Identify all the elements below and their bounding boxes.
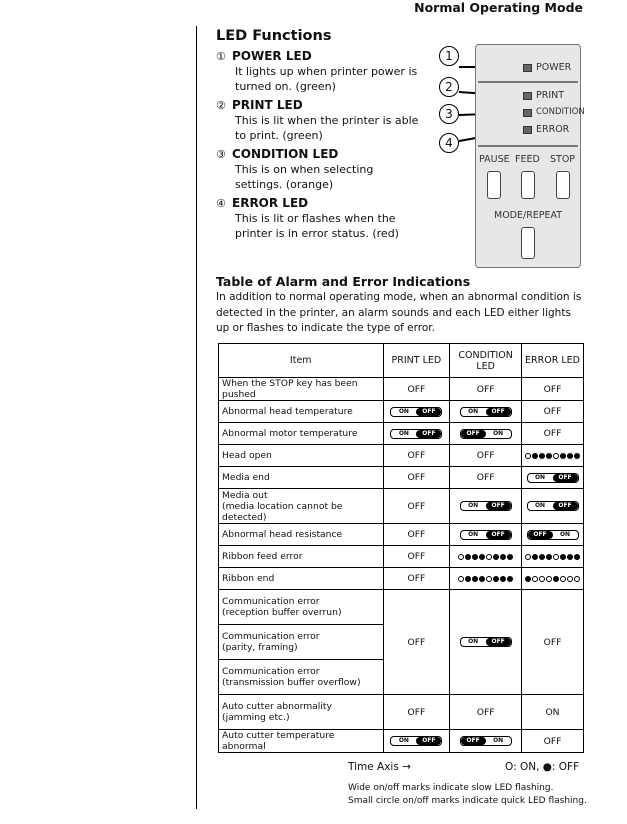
col-item: Item xyxy=(219,344,384,378)
error-cell: OFF xyxy=(522,378,584,401)
slow-flash-mark: ON OFF xyxy=(460,637,512,647)
col-print: PRINT LED xyxy=(383,344,450,378)
table-row xyxy=(219,401,584,423)
print-cell: OFF xyxy=(383,568,450,590)
error-cell: OFF xyxy=(522,590,584,695)
table-row xyxy=(219,695,584,730)
error-cell: OFF xyxy=(522,401,584,423)
error-cell: OFF xyxy=(522,423,584,445)
led-item-print: ② PRINT LED This is lit when the printer is able to print. (green) xyxy=(216,98,419,142)
slow-flash-mark: OFF ON xyxy=(527,530,579,540)
print-cell xyxy=(383,401,450,423)
row-label: Auto cutter abnormality (jamming etc.) xyxy=(219,695,384,730)
table-row xyxy=(219,546,584,568)
row-label: Abnormal head resistance xyxy=(219,524,384,546)
print-cell: OFF xyxy=(383,546,450,568)
stop-label: STOP xyxy=(550,154,576,165)
row-label: Abnormal motor temperature xyxy=(219,423,384,445)
condition-cell xyxy=(450,401,522,423)
print-cell: OFF xyxy=(383,489,450,524)
condition-cell: OFF xyxy=(450,695,522,730)
condition-led-indicator xyxy=(523,109,532,117)
row-label: Ribbon end xyxy=(219,568,384,590)
error-cell xyxy=(522,467,584,489)
callout-2: 2 xyxy=(439,77,459,97)
print-cell xyxy=(383,423,450,445)
error-led-indicator xyxy=(523,126,532,134)
callout-4: 4 xyxy=(439,133,459,153)
row-label: Communication error (parity, framing) xyxy=(219,625,384,660)
table-row xyxy=(219,590,584,625)
slow-flash-mark: ON OFF xyxy=(527,473,579,483)
table-title: Table of Alarm and Error Indications xyxy=(216,274,471,289)
mode-repeat-label: MODE/REPEAT xyxy=(494,210,563,221)
error-cell xyxy=(522,445,584,467)
error-cell xyxy=(522,546,584,568)
condition-cell xyxy=(450,568,522,590)
condition-cell: OFF xyxy=(450,378,522,401)
print-cell: OFF xyxy=(383,467,450,489)
row-label: Communication error (transmission buffer overflow) xyxy=(219,660,384,695)
print-led-indicator xyxy=(523,92,532,100)
condition-cell xyxy=(450,423,522,445)
row-label: When the STOP key has been pushed xyxy=(219,378,384,401)
mode-repeat-key[interactable] xyxy=(521,227,535,259)
print-cell: OFF xyxy=(383,378,450,401)
pause-label: PAUSE xyxy=(479,154,510,165)
error-label: ERROR xyxy=(536,124,570,135)
power-label: POWER xyxy=(536,62,572,73)
slow-flash-mark: ON OFF xyxy=(390,736,442,746)
table-row xyxy=(219,445,584,467)
slow-flash-mark: ON OFF xyxy=(460,530,512,540)
condition-cell xyxy=(450,489,522,524)
slow-flash-mark: ON OFF xyxy=(390,407,442,417)
led-item-power: ① POWER LED It lights up when printer power is turned on. (green) xyxy=(216,49,418,93)
alarm-table xyxy=(218,343,584,753)
condition-cell xyxy=(450,524,522,546)
time-axis-label: Time Axis → xyxy=(348,761,411,773)
section-title: LED Functions xyxy=(216,28,332,44)
condition-cell xyxy=(450,590,522,695)
pause-key[interactable] xyxy=(487,171,501,199)
row-label: Ribbon feed error xyxy=(219,546,384,568)
quick-flash-mark xyxy=(458,554,513,560)
error-cell xyxy=(522,524,584,546)
slow-flash-mark: ON OFF xyxy=(460,407,512,417)
row-label: Auto cutter temperature abnormal xyxy=(219,730,384,753)
slow-flash-mark: OFF ON xyxy=(460,429,512,439)
control-panel xyxy=(475,44,585,268)
led-item-error: ④ ERROR LED This is lit or flashes when the printer is in error status. (red) xyxy=(216,196,399,240)
table-row xyxy=(219,568,584,590)
table-row xyxy=(219,378,584,401)
led-item-condition: ③ CONDITION LED This is on when selecting settings. (orange) xyxy=(216,147,374,191)
print-cell: OFF xyxy=(383,524,450,546)
row-label: Abnormal head temperature xyxy=(219,401,384,423)
table-header-row xyxy=(219,344,584,378)
quick-flash-mark xyxy=(525,554,580,560)
slow-flash-mark: ON OFF xyxy=(390,429,442,439)
table-row xyxy=(219,423,584,445)
footnote: Wide on/off marks indicate slow LED flashing. Small circle on/off marks indicate quick LED flashing. xyxy=(348,783,587,806)
table-row xyxy=(219,730,584,753)
table-intro: In addition to normal operating mode, when an abnormal condition is detected in the printer, an alarm sounds and each LED either lights up or flashes to indicate the type of error. xyxy=(216,291,582,334)
row-label: Media end xyxy=(219,467,384,489)
print-cell xyxy=(383,730,450,753)
row-label: Head open xyxy=(219,445,384,467)
print-cell: OFF xyxy=(383,590,450,695)
callout-1: 1 xyxy=(439,46,459,66)
feed-label: FEED xyxy=(515,154,540,165)
quick-flash-mark xyxy=(458,576,513,582)
error-cell: ON xyxy=(522,695,584,730)
condition-label: CONDITION xyxy=(536,107,585,117)
col-error: ERROR LED xyxy=(522,344,584,378)
stop-key[interactable] xyxy=(556,171,570,199)
col-condition: CONDITION LED xyxy=(450,344,522,378)
quick-flash-mark xyxy=(525,576,580,582)
condition-cell: OFF xyxy=(450,467,522,489)
table-row xyxy=(219,489,584,524)
print-label: PRINT xyxy=(536,90,565,101)
error-cell: OFF xyxy=(522,730,584,753)
panel-divider xyxy=(478,145,578,147)
power-led-indicator xyxy=(523,64,532,72)
legend-key: O: ON, ●: OFF xyxy=(505,761,580,773)
print-cell: OFF xyxy=(383,695,450,730)
slow-flash-mark: OFF ON xyxy=(460,736,512,746)
page-header: Normal Operating Mode xyxy=(414,0,583,15)
table-row xyxy=(219,524,584,546)
condition-cell xyxy=(450,730,522,753)
feed-key[interactable] xyxy=(521,171,535,199)
condition-cell xyxy=(450,546,522,568)
slow-flash-mark: ON OFF xyxy=(527,501,579,511)
quick-flash-mark xyxy=(525,453,580,459)
panel-divider xyxy=(478,81,578,83)
row-label: Communication error (reception buffer overrun) xyxy=(219,590,384,625)
margin-line xyxy=(196,26,197,809)
condition-cell: OFF xyxy=(450,445,522,467)
table-row xyxy=(219,467,584,489)
error-cell xyxy=(522,568,584,590)
error-cell xyxy=(522,489,584,524)
slow-flash-mark: ON OFF xyxy=(460,501,512,511)
row-label: Media out (media location cannot be detected) xyxy=(219,489,384,524)
callout-3: 3 xyxy=(439,104,459,124)
print-cell: OFF xyxy=(383,445,450,467)
